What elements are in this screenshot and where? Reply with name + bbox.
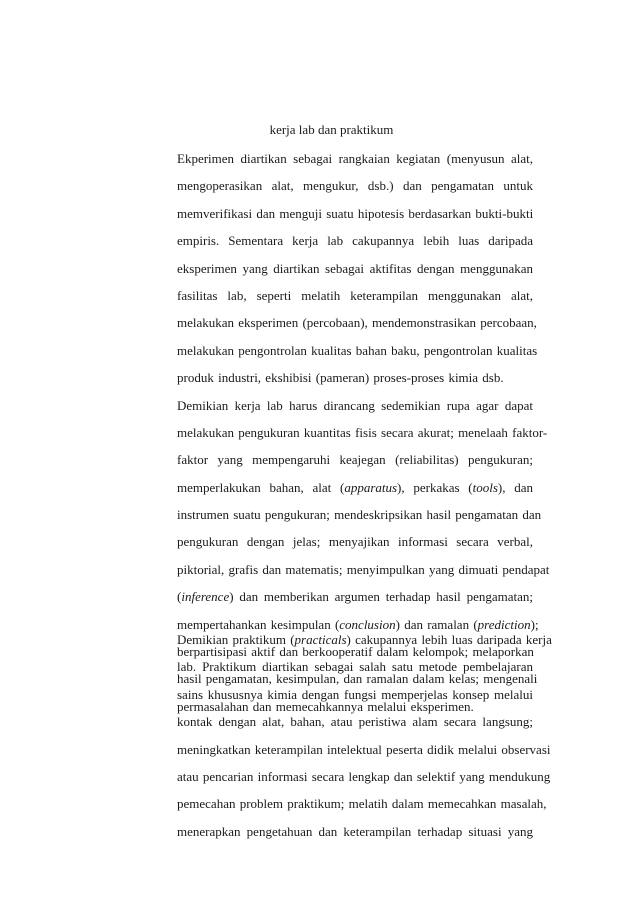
italic-term: apparatus [344, 479, 398, 495]
italic-term: tools [472, 479, 498, 495]
italic-term: inference [181, 589, 230, 605]
text-line-italic: memperlakukan bahan, alat (apparatus), perkakas (tools), dan [177, 479, 533, 495]
italic-term: practicals [294, 632, 347, 647]
text-line: kontak dengan alat, bahan, atau peristiwa alam secara langsung; [177, 714, 533, 730]
text-line: memverifikasi dan menguji suatu hipotesis berdasarkan bukti-bukti [177, 205, 534, 221]
text-line: sains khususnya kimia dengan fungsi memperjelas konsep melalui [177, 686, 533, 702]
text-line: mengoperasikan alat, mengukur, dsb.) dan pengamatan untuk [177, 178, 533, 194]
text-line-italic: mempertahankan kesimpulan (conclusion) dan ramalan (prediction); [177, 616, 539, 632]
text-line: menerapkan pengetahuan dan keterampilan terhadap situasi yang [177, 823, 533, 839]
text-line: melakukan pengontrolan kualitas bahan baku, pengontrolan kualitas [177, 342, 538, 358]
text-line: fasilitas lab, seperti melatih keterampilan menggunakan alat, [177, 287, 533, 303]
text-line-italic: Demikian praktikum (practicals) cakupannya lebih luas daripada kerja [177, 632, 552, 647]
text-line: piktorial, grafis dan matematis; menyimpulkan yang dimuati pendapat [177, 561, 550, 577]
section-heading: kerja lab dan praktikum [269, 122, 394, 137]
text-line: instrumen suatu pengukuran; mendeskripsikan hasil pengamatan dan [177, 507, 542, 523]
text-line: lab. Praktikum diartikan sebagai salah satu metode pembelajaran [177, 659, 533, 675]
text-line-italic: (inference) dan memberikan argumen terhadap hasil pengamatan; [177, 589, 533, 605]
text-line: hasil pengamatan, kesimpulan, dan ramalan dalam kelas; mengenali [177, 671, 538, 687]
italic-term: prediction [477, 616, 531, 632]
text-line: berpartisipasi aktif dan berkooperatif dalam kelompok; melaporkan [177, 644, 534, 660]
text-line: meningkatkan keterampilan intelektual peserta didik melalui observasi [177, 741, 551, 757]
text-line: empiris. Sementara kerja lab cakupannya lebih luas daripada [177, 233, 533, 249]
text-line: Demikian kerja lab harus dirancang sedemikian rupa agar dapat [177, 397, 533, 413]
text-line: permasalahan dan memecahkannya melalui eksperimen. [177, 698, 474, 714]
text-line: pengukuran dengan jelas; menyajikan informasi secara verbal, [177, 534, 533, 550]
text-line: eksperimen yang diartikan sebagai aktifitas dengan menggunakan [177, 260, 533, 276]
text-line: atau pencarian informasi secara lengkap dan selektif yang mendukung [177, 768, 551, 784]
text-line: faktor yang mempengaruhi keajegan (reliabilitas) pengukuran; [177, 452, 533, 468]
text-line: Ekperimen diartikan sebagai rangkaian kegiatan (menyusun alat, [177, 151, 533, 166]
text-line: melakukan eksperimen (percobaan), mendemonstrasikan percobaan, [177, 315, 537, 331]
text-line: melakukan pengukuran kuantitas fisis secara akurat; menelaah faktor- [177, 424, 548, 440]
italic-term: conclusion [339, 616, 396, 632]
paragraph-block-practicum [177, 626, 552, 845]
text-line: produk industri, ekshibisi (pameran) proses-proses kimia dsb. [177, 370, 504, 386]
text-line: pemecahan problem praktikum; melatih dalam memecahkan masalah, [177, 796, 547, 812]
